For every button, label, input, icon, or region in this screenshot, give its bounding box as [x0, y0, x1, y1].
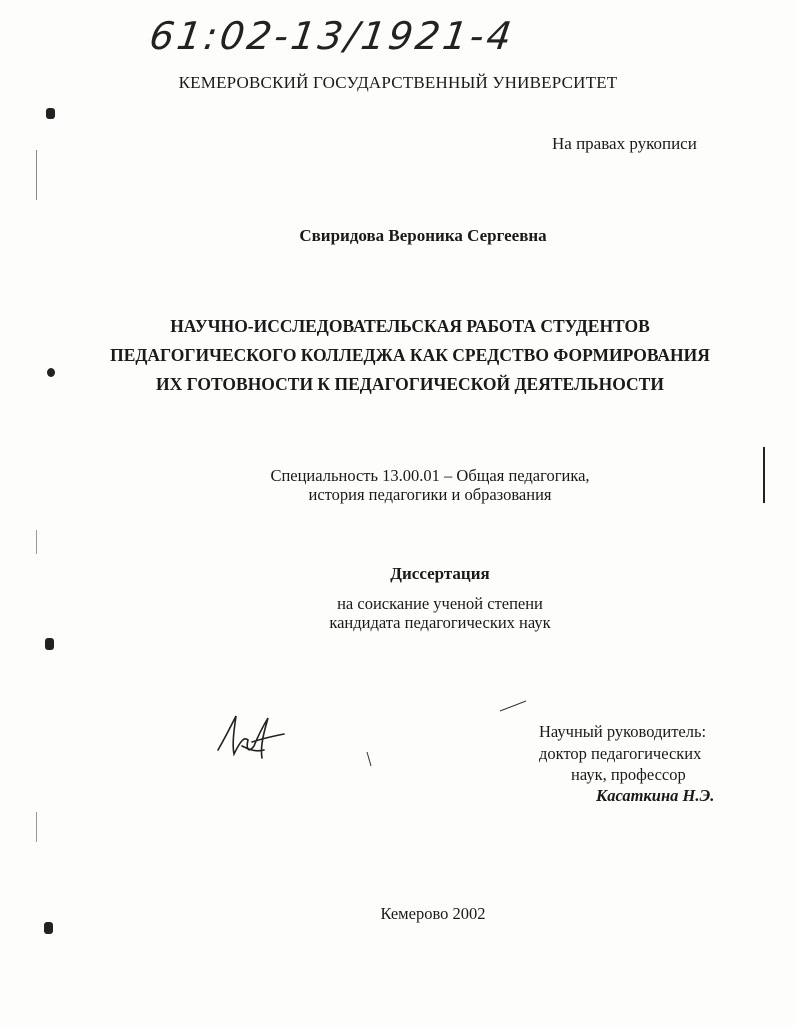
signature-icon — [212, 706, 292, 770]
scan-edge-line — [763, 447, 765, 503]
specialty — [180, 466, 680, 504]
scan-edge-line — [36, 150, 37, 200]
title-line: ПЕДАГОГИЧЕСКОГО КОЛЛЕДЖА КАК СРЕДСТВО ФОРМИРОВАНИЯ — [110, 345, 710, 365]
punch-hole-mark — [45, 638, 54, 650]
advisor-rank: доктор педагогических — [539, 744, 702, 763]
university-name: КЕМЕРОВСКИЙ ГОСУДАРСТВЕННЫЙ УНИВЕРСИТЕТ — [178, 73, 618, 92]
scan-edge-line — [36, 812, 37, 842]
advisor-name: Касаткина Н.Э. — [596, 786, 715, 805]
pen-stroke-mark — [498, 698, 528, 714]
rights-note: На правах рукописи — [552, 134, 697, 153]
pen-stroke-mark — [364, 750, 374, 768]
degree-line: кандидата педагогических наук — [329, 613, 551, 632]
punch-hole-mark — [47, 368, 55, 377]
title-line: ИХ ГОТОВНОСТИ К ПЕДАГОГИЧЕСКОЙ ДЕЯТЕЛЬНОСТИ — [156, 374, 664, 394]
dissertation-title — [60, 312, 760, 399]
document-type: Диссертация — [390, 564, 490, 583]
title-line: НАУЧНО-ИССЛЕДОВАТЕЛЬСКАЯ РАБОТА СТУДЕНТОВ — [170, 316, 650, 336]
city-year: Кемерово 2002 — [380, 904, 486, 923]
handwritten-archive-mark: 61:02-13/1921-4 — [146, 14, 518, 58]
advisor-rank: наук, профессор — [571, 765, 686, 784]
specialty-line: история педагогики и образования — [308, 485, 552, 504]
specialty-line: Специальность 13.00.01 – Общая педагогика, — [270, 466, 590, 485]
degree-line: на соискание ученой степени — [337, 594, 543, 613]
punch-hole-mark — [44, 922, 53, 934]
scan-edge-line — [36, 530, 37, 554]
degree-description — [190, 594, 690, 632]
advisor-label: Научный руководитель: — [539, 722, 707, 741]
author-name: Свиридова Вероника Сергеевна — [299, 226, 547, 245]
punch-hole-mark — [46, 108, 55, 119]
